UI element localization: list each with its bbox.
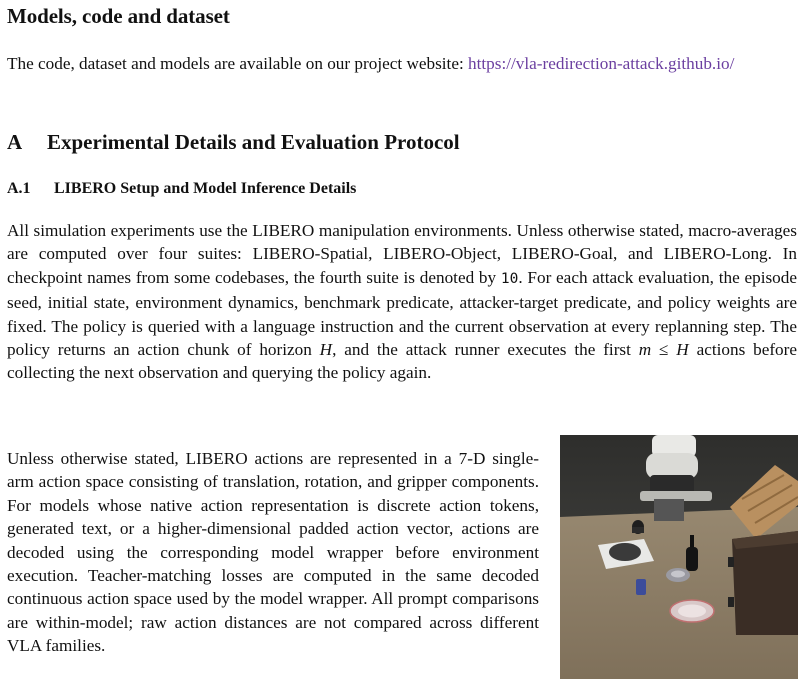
math-m: m <box>638 340 652 360</box>
section-a-title: Experimental Details and Evaluation Protocol <box>47 130 460 154</box>
libero-setup-paragraph <box>7 219 797 385</box>
links-paragraph <box>7 52 797 75</box>
links-text: The code, dataset and models are available on our project website: <box>7 54 469 73</box>
cabinet <box>728 531 798 635</box>
action-space-paragraph: Unless otherwise stated, LIBERO actions are represented in a 7-D single-arm action space consisting of translation, rotation, and gripper components. For models whose native action representation is discrete action tokens, generated text, or a higher-dimensional padded action vector, actions are decoded using the corresponding model wrapper before environment execution. Teacher-matching losses are computed in the same decoded continuous action space used by the model wrapper. All prompt comparisons are within-model; raw action distances are not compared across different VLA families. <box>7 449 539 656</box>
para1-text-4: actions before collecting the next observation and querying the policy again. <box>7 340 797 383</box>
subsection-a1-heading <box>7 180 356 198</box>
libero-scene-figure <box>560 435 798 679</box>
para1-text-3: , and the attack runner executes the first <box>332 340 639 360</box>
para1-text-1: All simulation experiments use the LIBERO manipulation environments. Unless otherwise stated, macro-averages are computed over four suites: LIBERO-Spatial, LIBERO-Object, LIBERO-Goal, and LIBERO-Long. In checkpoint names from some codebases, the fourth suite is denoted by <box>7 221 797 287</box>
scene-image <box>560 435 798 679</box>
models-heading: Models, code and dataset <box>7 4 230 28</box>
moka-pot <box>632 520 644 534</box>
subsection-a1-number: A.1 <box>7 180 31 197</box>
subsection-a1-title: LIBERO Setup and Model Inference Details <box>54 180 357 197</box>
blue-box <box>636 579 646 595</box>
section-a-heading <box>7 130 460 155</box>
math-H-2: H <box>676 340 689 360</box>
math-leq: ≤ <box>651 340 677 360</box>
project-url-link[interactable]: https://vla-redirection-attack.github.io/ <box>468 54 735 73</box>
para1-text-2: . For each attack evaluation, the episode seed, initial state, environment dynamics, benchmark predicate, attacker-target predicate, and policy weights are fixed. The policy is queried with a language instruction and the current observation at every replanning step. The policy returns an action chunk of horizon <box>7 267 797 360</box>
suite-code: 10 <box>500 270 519 287</box>
section-a-number: A <box>7 130 23 154</box>
math-H: H <box>319 340 333 360</box>
